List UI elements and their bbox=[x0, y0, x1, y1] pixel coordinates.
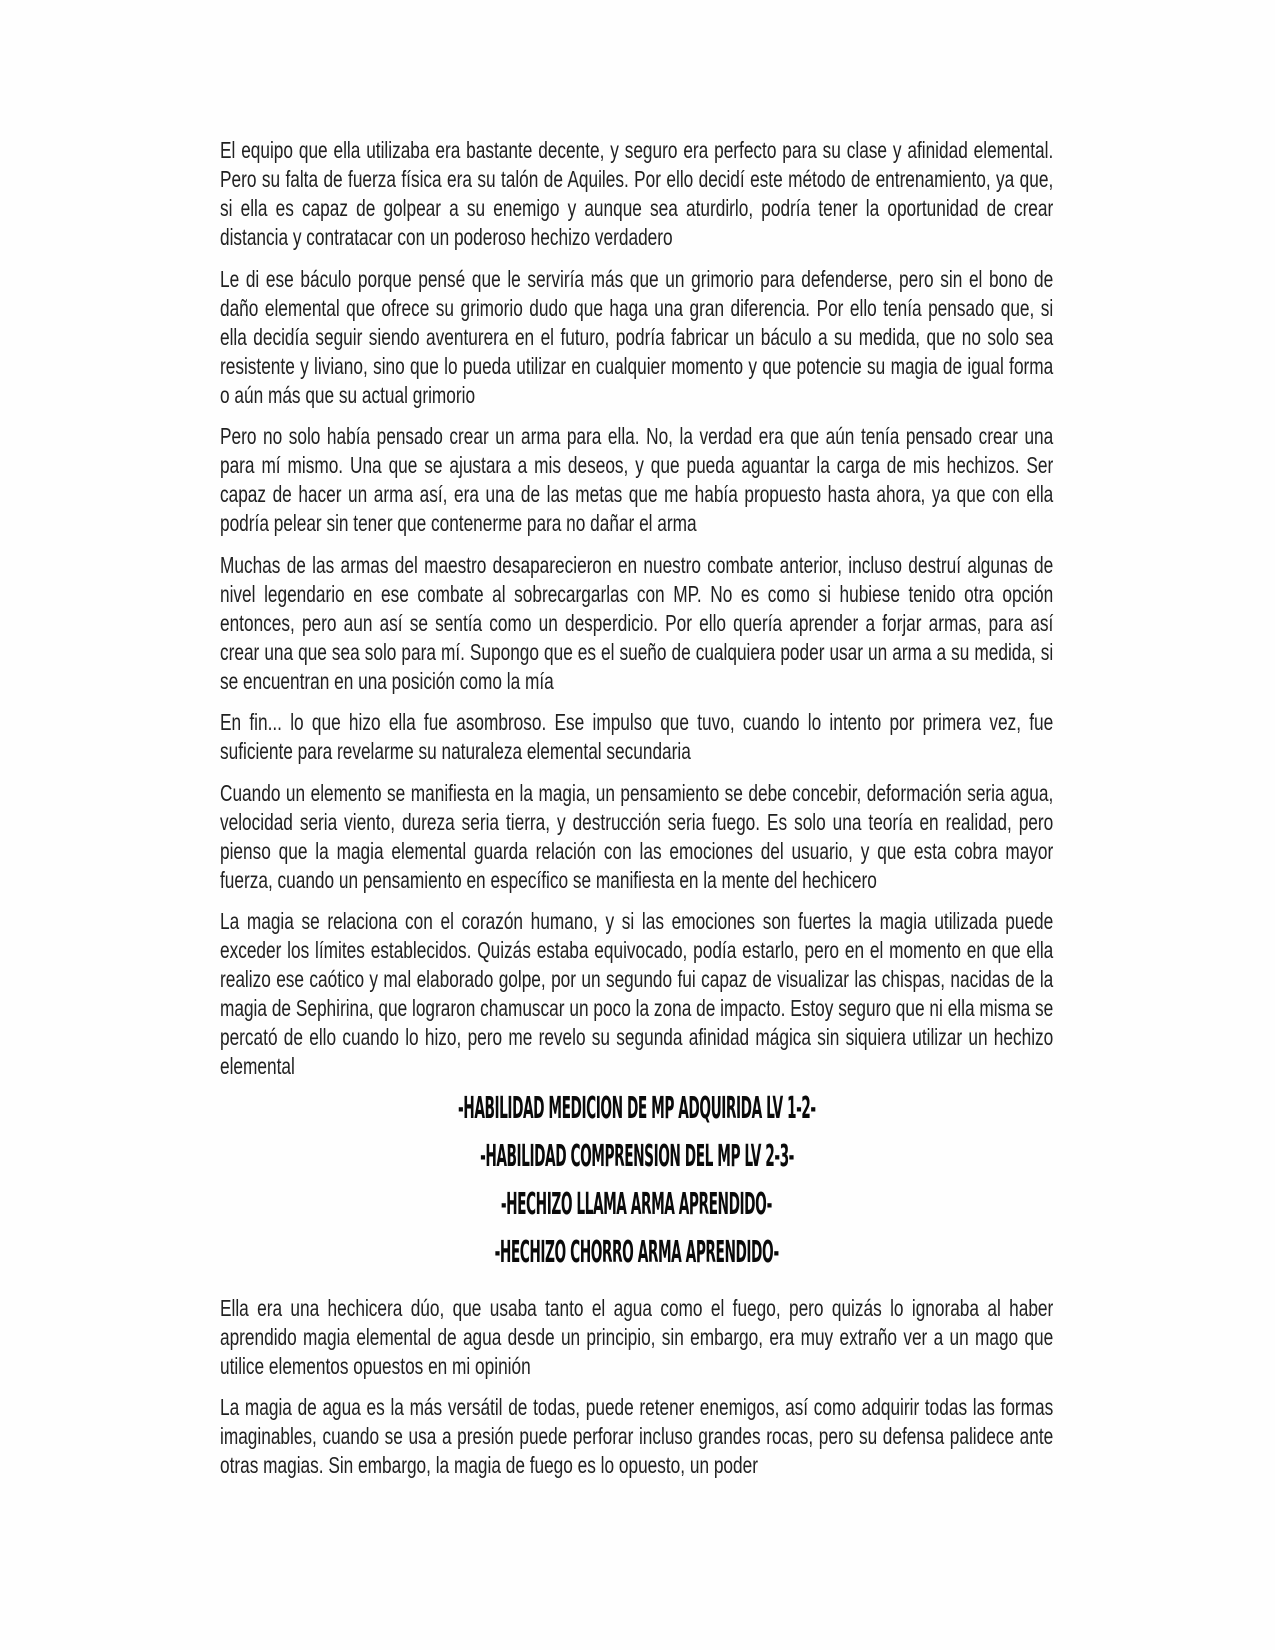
paragraph-magia-corazon: La magia se relaciona con el corazón humano, y si las emociones son fuertes la magia utilizada puede exceder los límites establecidos. Quizás estaba equivocado, podía estarlo, pero en el momento en que ella realizo ese caótico y mal elaborado golpe, por un segundo fui capaz de visualizar las chispas, nacidas de la magia de Sephirina, que lograron chamuscar un poco la zona de impacto. Estoy seguro que ni ella misma se percató de ello cuando lo hizo, pero me revelo su segunda afinidad mágica sin siquiera utilizar un hechizo elemental bbox=[220, 908, 1054, 1079]
system-heading-hechizo-llama bbox=[220, 1186, 1053, 1225]
system-heading-habilidad-comprension-text: -HABILIDAD COMPRENSION DEL MP LV 2-3- bbox=[479, 1138, 794, 1174]
document-content bbox=[220, 136, 1053, 1493]
system-message-block bbox=[220, 1090, 1053, 1273]
system-heading-hechizo-chorro-text: -HECHIZO CHORRO ARMA APRENDIDO- bbox=[494, 1234, 779, 1270]
paragraph-arma-propia: Pero no solo había pensado crear un arma para ella. No, la verdad era que aún tenía pensado crear una para mí mismo. Una que se ajustara a mis deseos, y que pueda aguantar la carga de mis hechizos. Ser capaz de hacer un arma así, era una de las metas que me había propuesto hasta ahora, ya que con ella podría pelear sin tener que contenerme para no dañar el arma bbox=[220, 423, 1054, 536]
paragraph-armas-maestro: Muchas de las armas del maestro desaparecieron en nuestro combate anterior, incluso destruí algunas de nivel legendario en ese combate al sobrecargarlas con MP. No es como si hubiese tenido otra opción entonces, pero aun así se sentía como un desperdicio. Por ello quería aprender a forjar armas, para así crear una que sea solo para mí. Supongo que es el sueño de cualquiera poder usar un arma a su medida, si se encuentran en una posición como la mía bbox=[220, 551, 1054, 694]
system-heading-habilidad-medicion bbox=[220, 1090, 1053, 1129]
paragraph-equipo: El equipo que ella utilizaba era bastante decente, y seguro era perfecto para su clase y afinidad elemental. Pero su falta de fuerza física era su talón de Aquiles. Por ello decidí este método de entrenamiento, ya que, si ella es capaz de golpear a su enemigo y aunque sea aturdirlo, podría tener la oportunidad de crear distancia y contratacar con un poderoso hechizo verdadero bbox=[220, 137, 1054, 250]
paragraph-hechicera-duo: Ella era una hechicera dúo, que usaba tanto el agua como el fuego, pero quizás lo ignoraba al haber aprendido magia elemental de agua desde un principio, sin embargo, era muy extraño ver a un mago que utilice elementos opuestos en mi opinión bbox=[220, 1294, 1054, 1379]
system-heading-habilidad-comprension bbox=[220, 1138, 1053, 1177]
system-heading-habilidad-medicion-text: -HABILIDAD MEDICION DE MP ADQUIRIDA LV 1-2- bbox=[457, 1090, 816, 1126]
paragraph-en-fin: En fin... lo que hizo ella fue asombroso. Ese impulso que tuvo, cuando lo intento por primera vez, fue suficiente para revelarme su naturaleza elemental secundaria bbox=[220, 709, 1054, 764]
system-heading-hechizo-llama-text: -HECHIZO LLAMA ARMA APRENDIDO- bbox=[501, 1186, 773, 1222]
paragraph-baculo: Le di ese báculo porque pensé que le serviría más que un grimorio para defenderse, pero sin el bono de daño elemental que ofrece su grimorio dudo que haga una gran diferencia. Por ello tenía pensado que, si ella decidía seguir siendo aventurera en el futuro, podría fabricar un báculo a su medida, que no solo sea resistente y liviano, sino que lo pueda utilizar en cualquier momento y que potencie su magia de igual forma o aún más que su actual grimorio bbox=[220, 265, 1054, 408]
paragraph-elementos-teoria: Cuando un elemento se manifiesta en la magia, un pensamiento se debe concebir, deformación seria agua, velocidad seria viento, dureza seria tierra, y destrucción seria fuego. Es solo una teoría en realidad, pero pienso que la magia elemental guarda relación con las emociones del usuario, y que esta cobra mayor fuerza, cuando un pensamiento en específico se manifiesta en la mente del hechicero bbox=[220, 779, 1054, 893]
system-heading-hechizo-chorro bbox=[220, 1234, 1053, 1273]
paragraph-magia-agua: La magia de agua es la más versátil de todas, puede retener enemigos, así como adquirir todas las formas imaginables, cuando se usa a presión puede perforar incluso grandes rocas, pero su defensa palidece ante otras magias. Sin embargo, la magia de fuego es lo opuesto, un poder bbox=[220, 1394, 1054, 1478]
